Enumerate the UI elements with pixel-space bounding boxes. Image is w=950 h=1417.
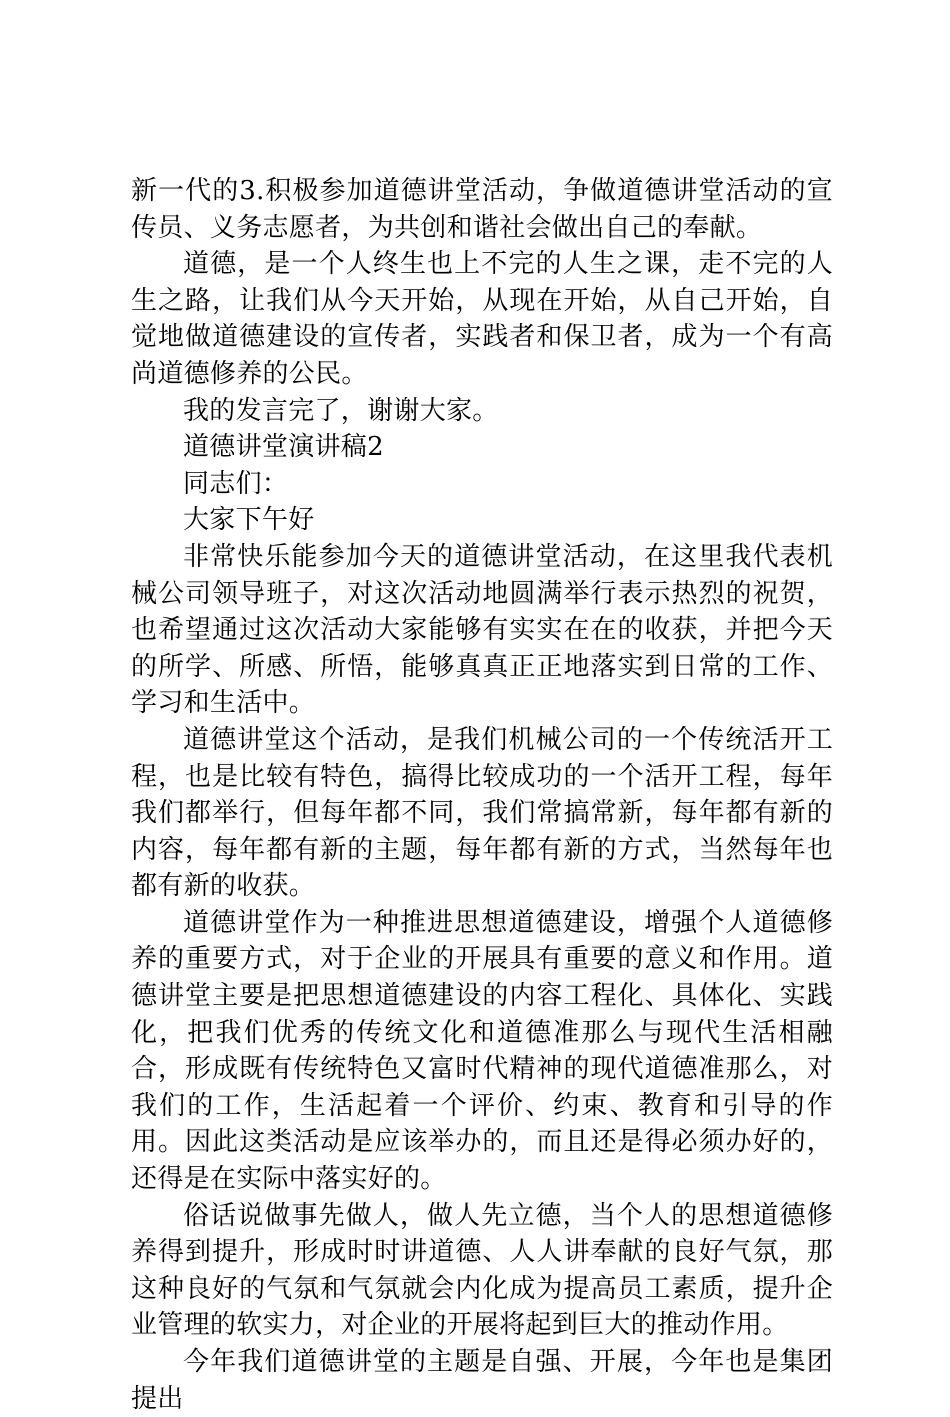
document-page bbox=[131, 173, 833, 1417]
paragraph-9: 道德讲堂作为一种推进思想道德建设，增强个人道德修养的重要方式，对于企业的开展具有重要的意义和作用。道德讲堂主要是把思想道德建设的内容工程化、具体化、实践化，把我们优秀的传统文化和道德准那么与现代生活相融合，形成既有传统特色又富时代精神的现代道德准那么，对我们的工作，生活起着一个评价、约束、教育和引导的作用。因此这类活动是应该举办的，而且还是得必须办好的，还得是在实际中落实好的。 bbox=[131, 907, 833, 1195]
paragraph-2: 道德，是一个人终生也上不完的人生之课，走不完的人生之路，让我们从今天开始，从现在开始，从自己开始，自觉地做道德建设的宣传者，实践者和保卫者，成为一个有高尚道德修养的公民。 bbox=[131, 249, 833, 389]
paragraph-10: 俗话说做事先做人，做人先立德，当个人的思想道德修养得到提升，形成时时讲道德、人人讲奉献的良好气氛，那这种良好的气氛和气氛就会内化成为提高员工素质，提升企业管理的软实力，对企业的开展将起到巨大的推动作用。 bbox=[131, 1200, 833, 1341]
salutation: 同志们： bbox=[183, 468, 289, 499]
paragraph-7: 非常快乐能参加今天的道德讲堂活动，在这里我代表机械公司领导班子，对这次活动地圆满举行表示热烈的祝贺，也希望通过这次活动大家能够有实实在在的收获，并把今天的所学、所感、所悟，能够真真正正地落实到日常的工作、学习和生活中。 bbox=[131, 541, 833, 719]
section-title: 道德讲堂演讲稿2 bbox=[183, 432, 384, 463]
paragraph-11: 今年我们道德讲堂的主题是自强、开展，今年也是集团提出 bbox=[131, 1347, 833, 1414]
greeting: 大家下午好 bbox=[183, 505, 315, 536]
paragraph-1: 新一代的3.积极参加道德讲堂活动，争做道德讲堂活动的宣传员、义务志愿者，为共创和谐社会做出自己的奉献。 bbox=[131, 176, 833, 243]
paragraph-3: 我的发言完了，谢谢大家。 bbox=[183, 395, 499, 426]
paragraph-8: 道德讲堂这个活动，是我们机械公司的一个传统活开工程，也是比较有特色，搞得比较成功的一个活开工程，每年我们都举行，但每年都不同，我们常搞常新，每年都有新的内容，每年都有新的主题，每年都有新的方式，当然每年也都有新的收获。 bbox=[131, 724, 833, 902]
